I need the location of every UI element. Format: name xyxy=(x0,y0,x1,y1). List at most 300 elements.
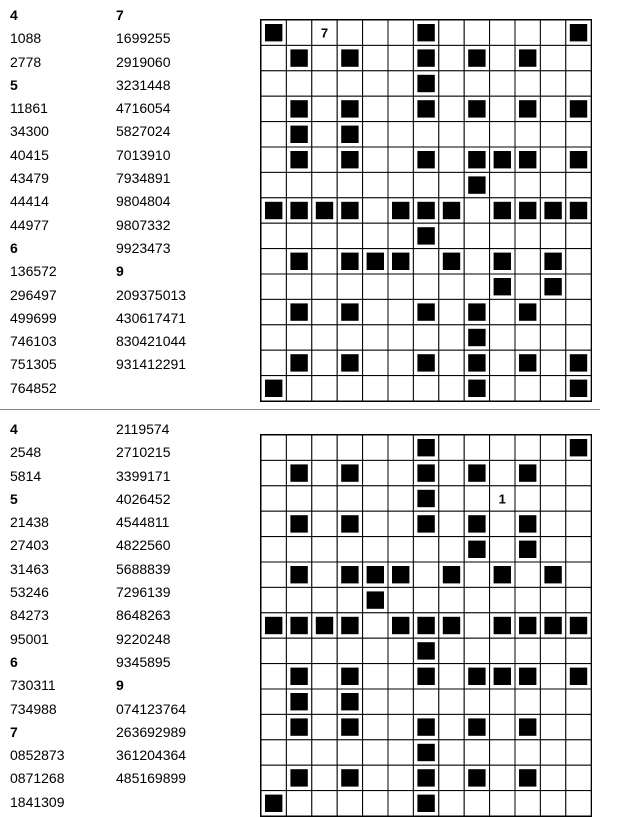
grid-cell[interactable] xyxy=(439,325,464,350)
grid-cell[interactable] xyxy=(388,172,413,197)
grid-cell[interactable] xyxy=(388,223,413,248)
grid-cell[interactable] xyxy=(540,587,565,612)
grid-cell[interactable] xyxy=(439,71,464,96)
black-square xyxy=(265,24,282,41)
grid-cell[interactable] xyxy=(490,765,515,790)
grid-cell[interactable] xyxy=(363,791,388,816)
grid-cell[interactable] xyxy=(337,172,362,197)
grid-cell[interactable] xyxy=(337,20,362,45)
grid-cell[interactable] xyxy=(312,122,337,147)
grid-cell[interactable] xyxy=(261,740,286,765)
grid-cell[interactable] xyxy=(312,223,337,248)
grid-cell[interactable] xyxy=(540,486,565,511)
grid-cell[interactable] xyxy=(388,714,413,739)
grid-cell[interactable] xyxy=(286,325,311,350)
black-square xyxy=(468,176,485,193)
grid-cell[interactable] xyxy=(490,71,515,96)
black-square xyxy=(417,75,434,92)
grid-cell[interactable] xyxy=(363,486,388,511)
grid-cell[interactable] xyxy=(363,460,388,485)
grid-cell[interactable] xyxy=(261,122,286,147)
grid-cell[interactable] xyxy=(363,198,388,223)
grid-cell[interactable] xyxy=(566,325,591,350)
grid-cell[interactable] xyxy=(515,562,540,587)
grid-cell[interactable] xyxy=(413,376,438,401)
grid-cell[interactable] xyxy=(312,325,337,350)
grid-cell[interactable] xyxy=(388,274,413,299)
grid-cell[interactable] xyxy=(363,376,388,401)
grid-cell[interactable] xyxy=(286,587,311,612)
grid-cell[interactable] xyxy=(363,638,388,663)
grid-cell[interactable] xyxy=(413,325,438,350)
grid-cell[interactable] xyxy=(515,587,540,612)
grid-cell[interactable] xyxy=(363,122,388,147)
grid-cell[interactable] xyxy=(312,350,337,375)
grid-cell[interactable] xyxy=(312,740,337,765)
grid-cell[interactable] xyxy=(286,172,311,197)
grid-cell[interactable] xyxy=(312,638,337,663)
grid-cell[interactable] xyxy=(515,376,540,401)
grid-cell[interactable] xyxy=(388,299,413,324)
grid-cell[interactable] xyxy=(515,20,540,45)
grid-cell[interactable] xyxy=(439,486,464,511)
grid-cell[interactable] xyxy=(439,274,464,299)
grid-cell[interactable] xyxy=(540,223,565,248)
grid-cell[interactable] xyxy=(566,511,591,536)
grid-cell[interactable] xyxy=(312,376,337,401)
grid-cell[interactable] xyxy=(363,740,388,765)
grid-cell[interactable] xyxy=(312,96,337,121)
grid-cell[interactable] xyxy=(388,376,413,401)
grid-cell[interactable] xyxy=(515,435,540,460)
grid-cell[interactable] xyxy=(337,325,362,350)
grid-cell[interactable] xyxy=(312,147,337,172)
grid-cell[interactable] xyxy=(261,96,286,121)
grid-cell[interactable] xyxy=(363,537,388,562)
grid-cell[interactable] xyxy=(261,511,286,536)
grid-cell[interactable] xyxy=(464,638,489,663)
grid-cell[interactable] xyxy=(388,765,413,790)
grid-cell[interactable] xyxy=(363,664,388,689)
black-square xyxy=(570,668,587,685)
grid-cell[interactable] xyxy=(439,460,464,485)
grid-cell[interactable] xyxy=(540,20,565,45)
grid-cell[interactable] xyxy=(490,587,515,612)
grid-cell[interactable] xyxy=(515,740,540,765)
grid-cell[interactable] xyxy=(490,638,515,663)
grid-cell[interactable] xyxy=(515,638,540,663)
grid-cell[interactable] xyxy=(388,587,413,612)
grid-cell[interactable] xyxy=(439,689,464,714)
grid-cell[interactable] xyxy=(566,765,591,790)
grid-cell[interactable] xyxy=(413,537,438,562)
grid-cell[interactable] xyxy=(286,274,311,299)
grid-cell[interactable] xyxy=(388,325,413,350)
grid-cell[interactable] xyxy=(286,376,311,401)
black-square xyxy=(519,303,536,320)
word-entry: 209375013 xyxy=(116,286,187,303)
grid-cell[interactable] xyxy=(261,765,286,790)
grid-cell[interactable] xyxy=(363,20,388,45)
black-square xyxy=(316,617,333,634)
grid-cell[interactable] xyxy=(464,435,489,460)
black-square xyxy=(494,253,511,270)
grid-cell[interactable] xyxy=(312,274,337,299)
grid-cell[interactable] xyxy=(388,689,413,714)
grid-cell[interactable] xyxy=(312,511,337,536)
grid-cell[interactable] xyxy=(388,486,413,511)
grid-cell[interactable] xyxy=(490,740,515,765)
grid-cell[interactable] xyxy=(464,587,489,612)
grid-cell[interactable] xyxy=(566,299,591,324)
grid-cell[interactable] xyxy=(566,274,591,299)
grid-cell[interactable] xyxy=(464,562,489,587)
grid-cell[interactable] xyxy=(490,460,515,485)
grid-cell[interactable] xyxy=(363,350,388,375)
grid-cell[interactable] xyxy=(439,223,464,248)
grid-cell[interactable] xyxy=(413,249,438,274)
grid-cell[interactable] xyxy=(490,537,515,562)
grid-cell[interactable] xyxy=(286,20,311,45)
grid-cell[interactable] xyxy=(490,122,515,147)
grid-cell[interactable] xyxy=(413,587,438,612)
grid-cell[interactable] xyxy=(388,791,413,816)
grid-cell[interactable] xyxy=(261,460,286,485)
word-entry: 931412291 xyxy=(116,356,187,373)
grid-cell[interactable] xyxy=(439,96,464,121)
grid-cell[interactable] xyxy=(261,274,286,299)
grid-cell[interactable] xyxy=(388,664,413,689)
grid-cell[interactable] xyxy=(363,765,388,790)
grid-cell[interactable] xyxy=(540,45,565,70)
grid-cell[interactable] xyxy=(286,435,311,460)
grid-cell[interactable] xyxy=(312,664,337,689)
grid-cell[interactable] xyxy=(439,376,464,401)
grid-cell[interactable] xyxy=(388,511,413,536)
grid-cell[interactable] xyxy=(439,147,464,172)
grid-cell[interactable] xyxy=(388,350,413,375)
grid-cell[interactable] xyxy=(261,486,286,511)
puzzle-2 xyxy=(0,414,622,812)
grid-cell[interactable] xyxy=(413,274,438,299)
grid-cell[interactable] xyxy=(540,96,565,121)
grid-cell[interactable] xyxy=(388,460,413,485)
grid-cell[interactable] xyxy=(566,460,591,485)
grid-cell[interactable] xyxy=(388,537,413,562)
grid-cell[interactable] xyxy=(490,689,515,714)
grid-cell[interactable] xyxy=(388,740,413,765)
grid-cell[interactable] xyxy=(337,223,362,248)
grid-cell[interactable] xyxy=(515,122,540,147)
grid-cell[interactable] xyxy=(312,45,337,70)
grid-cell[interactable] xyxy=(515,249,540,274)
grid-cell[interactable] xyxy=(312,460,337,485)
grid-cell[interactable] xyxy=(337,638,362,663)
grid-cell[interactable] xyxy=(515,172,540,197)
grid-cell[interactable] xyxy=(261,223,286,248)
crossword-grid[interactable] xyxy=(260,19,592,402)
grid-cell[interactable] xyxy=(540,147,565,172)
grid-cell[interactable] xyxy=(464,198,489,223)
grid-cell[interactable] xyxy=(566,791,591,816)
word-entry: 44414 xyxy=(10,193,49,210)
grid-cell[interactable] xyxy=(363,223,388,248)
grid-cell[interactable] xyxy=(566,223,591,248)
grid-cell[interactable] xyxy=(388,435,413,460)
grid-cell[interactable] xyxy=(312,714,337,739)
black-square xyxy=(341,668,358,685)
grid-cell[interactable] xyxy=(439,664,464,689)
grid-cell[interactable] xyxy=(439,791,464,816)
grid-cell[interactable] xyxy=(464,791,489,816)
grid-cell[interactable] xyxy=(363,325,388,350)
grid-cell[interactable] xyxy=(261,299,286,324)
grid-cell[interactable] xyxy=(363,71,388,96)
grid-cell[interactable] xyxy=(540,460,565,485)
grid-cell[interactable] xyxy=(490,45,515,70)
grid-cell[interactable] xyxy=(464,122,489,147)
grid-cell[interactable] xyxy=(337,587,362,612)
word-entry: 3231448 xyxy=(116,76,171,93)
grid-cell[interactable] xyxy=(363,613,388,638)
grid-cell[interactable] xyxy=(439,537,464,562)
grid-cell[interactable] xyxy=(337,537,362,562)
grid-cell[interactable] xyxy=(540,299,565,324)
grid-cell[interactable] xyxy=(540,435,565,460)
grid-cell[interactable] xyxy=(490,96,515,121)
word-entry: 734988 xyxy=(10,700,57,717)
black-square xyxy=(341,303,358,320)
grid-cell[interactable] xyxy=(566,714,591,739)
black-square xyxy=(468,515,485,532)
grid-cell[interactable] xyxy=(515,274,540,299)
grid-cell[interactable] xyxy=(312,299,337,324)
grid-cell[interactable] xyxy=(388,45,413,70)
grid-cell[interactable] xyxy=(515,325,540,350)
grid-cell[interactable] xyxy=(490,20,515,45)
grid-cell[interactable] xyxy=(363,172,388,197)
grid-cell[interactable] xyxy=(464,274,489,299)
grid-cell[interactable] xyxy=(388,147,413,172)
grid-cell[interactable] xyxy=(439,511,464,536)
grid-cell[interactable] xyxy=(439,45,464,70)
grid-cell[interactable] xyxy=(261,172,286,197)
grid-cell[interactable] xyxy=(540,71,565,96)
grid-cell[interactable] xyxy=(439,20,464,45)
grid-cell[interactable] xyxy=(363,714,388,739)
grid-cell[interactable] xyxy=(261,147,286,172)
grid-cell[interactable] xyxy=(439,765,464,790)
grid-cell[interactable] xyxy=(540,511,565,536)
grid-cell[interactable] xyxy=(261,562,286,587)
grid-cell[interactable] xyxy=(439,587,464,612)
crossword-grid[interactable] xyxy=(260,434,592,817)
grid-cell[interactable] xyxy=(490,511,515,536)
black-square xyxy=(341,693,358,710)
grid-cell[interactable] xyxy=(540,664,565,689)
grid-cell[interactable] xyxy=(312,562,337,587)
grid-cell[interactable] xyxy=(388,20,413,45)
grid-cell[interactable] xyxy=(490,223,515,248)
grid-cell[interactable] xyxy=(363,689,388,714)
grid-cell[interactable] xyxy=(312,537,337,562)
grid-cell[interactable] xyxy=(566,172,591,197)
grid-cell[interactable] xyxy=(363,299,388,324)
grid-cell[interactable] xyxy=(286,740,311,765)
grid-cell[interactable] xyxy=(515,791,540,816)
grid-cell[interactable] xyxy=(566,71,591,96)
word-entry: 1841309 xyxy=(10,793,65,810)
black-square xyxy=(265,202,282,219)
grid-cell[interactable] xyxy=(439,299,464,324)
grid-cell[interactable] xyxy=(540,740,565,765)
grid-cell[interactable] xyxy=(312,172,337,197)
grid-cell[interactable] xyxy=(439,714,464,739)
grid-cell[interactable] xyxy=(464,71,489,96)
grid-cell[interactable] xyxy=(363,435,388,460)
grid-cell[interactable] xyxy=(566,122,591,147)
grid-cell[interactable] xyxy=(261,638,286,663)
grid-cell[interactable] xyxy=(490,714,515,739)
grid-cell[interactable] xyxy=(540,325,565,350)
grid-cell[interactable] xyxy=(388,122,413,147)
grid-cell[interactable] xyxy=(261,714,286,739)
grid-cell[interactable] xyxy=(363,147,388,172)
grid-cell[interactable] xyxy=(261,587,286,612)
grid-cell[interactable] xyxy=(439,740,464,765)
grid-cell[interactable] xyxy=(286,71,311,96)
grid-cell[interactable] xyxy=(540,791,565,816)
grid-cell[interactable] xyxy=(261,435,286,460)
grid-cell[interactable] xyxy=(464,20,489,45)
black-square xyxy=(519,617,536,634)
grid-cell[interactable] xyxy=(540,638,565,663)
grid-cell[interactable] xyxy=(515,223,540,248)
grid-cell[interactable] xyxy=(540,689,565,714)
grid-cell[interactable] xyxy=(312,689,337,714)
grid-cell[interactable] xyxy=(337,274,362,299)
grid-cell[interactable] xyxy=(515,71,540,96)
grid-cell[interactable] xyxy=(566,689,591,714)
grid-cell[interactable] xyxy=(566,45,591,70)
grid-cell[interactable] xyxy=(464,689,489,714)
grid-cell[interactable] xyxy=(490,791,515,816)
grid-cell[interactable] xyxy=(464,740,489,765)
grid-cell[interactable] xyxy=(413,172,438,197)
grid-cell[interactable] xyxy=(388,71,413,96)
length-header: 7 xyxy=(10,723,18,740)
grid-cell[interactable] xyxy=(439,638,464,663)
word-entry: 751305 xyxy=(10,356,57,373)
black-square xyxy=(468,718,485,735)
grid-cell[interactable] xyxy=(464,486,489,511)
grid-cell[interactable] xyxy=(540,714,565,739)
grid-cell[interactable] xyxy=(566,537,591,562)
grid-cell[interactable] xyxy=(286,638,311,663)
grid-cell[interactable] xyxy=(388,96,413,121)
grid-cell[interactable] xyxy=(261,325,286,350)
grid-cell[interactable] xyxy=(566,249,591,274)
grid-cell[interactable] xyxy=(286,223,311,248)
grid-cell[interactable] xyxy=(312,249,337,274)
grid-cell[interactable] xyxy=(261,664,286,689)
grid-cell[interactable] xyxy=(337,486,362,511)
grid-cell[interactable] xyxy=(540,122,565,147)
grid-cell[interactable] xyxy=(439,435,464,460)
grid-cell[interactable] xyxy=(286,486,311,511)
grid-cell[interactable] xyxy=(439,122,464,147)
grid-cell[interactable] xyxy=(413,689,438,714)
grid-cell[interactable] xyxy=(312,765,337,790)
black-square xyxy=(341,49,358,66)
grid-cell[interactable] xyxy=(413,122,438,147)
black-square xyxy=(290,253,307,270)
grid-cell[interactable] xyxy=(312,791,337,816)
grid-cell[interactable] xyxy=(363,274,388,299)
black-square xyxy=(544,202,561,219)
grid-cell[interactable] xyxy=(439,350,464,375)
black-square xyxy=(290,515,307,532)
grid-cell[interactable] xyxy=(490,435,515,460)
grid-cell[interactable] xyxy=(337,435,362,460)
grid-cell[interactable] xyxy=(363,96,388,121)
grid-cell[interactable] xyxy=(337,791,362,816)
grid-cell[interactable] xyxy=(566,486,591,511)
grid-cell[interactable] xyxy=(286,537,311,562)
grid-cell[interactable] xyxy=(540,376,565,401)
grid-cell[interactable] xyxy=(490,299,515,324)
grid-cell[interactable] xyxy=(312,71,337,96)
grid-cell[interactable] xyxy=(261,249,286,274)
grid-cell[interactable] xyxy=(337,376,362,401)
grid-cell[interactable] xyxy=(286,791,311,816)
grid-cell[interactable] xyxy=(566,587,591,612)
grid-cell[interactable] xyxy=(413,562,438,587)
grid-cell[interactable] xyxy=(261,537,286,562)
grid-cell[interactable] xyxy=(490,325,515,350)
grid-cell[interactable] xyxy=(540,172,565,197)
grid-cell[interactable] xyxy=(312,435,337,460)
grid-cell[interactable] xyxy=(566,740,591,765)
grid-cell[interactable] xyxy=(464,613,489,638)
grid-cell[interactable] xyxy=(464,249,489,274)
grid-cell[interactable] xyxy=(261,350,286,375)
grid-cell[interactable] xyxy=(515,689,540,714)
grid-cell[interactable] xyxy=(540,765,565,790)
grid-cell[interactable] xyxy=(464,223,489,248)
grid-cell[interactable] xyxy=(363,511,388,536)
grid-cell[interactable] xyxy=(540,350,565,375)
grid-cell[interactable] xyxy=(490,172,515,197)
grid-cell[interactable] xyxy=(337,740,362,765)
grid-cell[interactable] xyxy=(566,638,591,663)
grid-cell[interactable] xyxy=(261,689,286,714)
grid-cell[interactable] xyxy=(540,537,565,562)
grid-cell[interactable] xyxy=(312,486,337,511)
grid-cell[interactable] xyxy=(388,638,413,663)
grid-cell[interactable] xyxy=(490,350,515,375)
grid-cell[interactable] xyxy=(439,172,464,197)
grid-cell[interactable] xyxy=(261,45,286,70)
grid-cell[interactable] xyxy=(515,486,540,511)
grid-cell[interactable] xyxy=(261,71,286,96)
grid-cell[interactable] xyxy=(490,376,515,401)
grid-cell[interactable] xyxy=(337,71,362,96)
grid-cell[interactable] xyxy=(566,562,591,587)
grid-cell[interactable] xyxy=(363,45,388,70)
black-square xyxy=(519,151,536,168)
grid-cell[interactable] xyxy=(312,587,337,612)
